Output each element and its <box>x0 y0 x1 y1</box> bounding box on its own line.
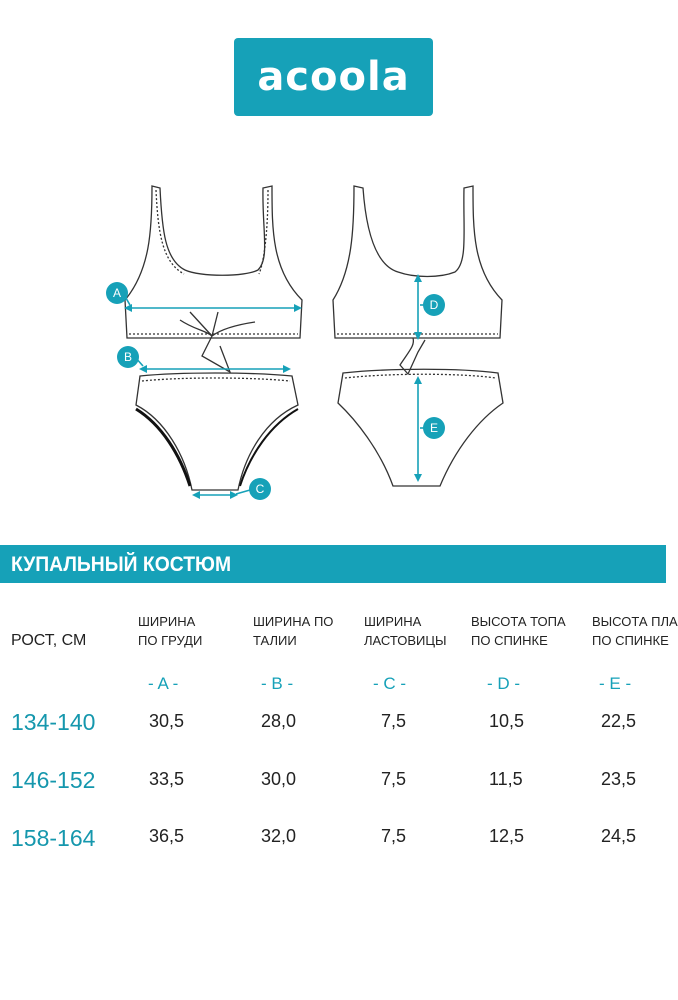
table-cell: 11,5 <box>489 769 523 789</box>
column-letter-a: - A - <box>148 674 179 693</box>
column-header-line2: ПО СПИНКЕ <box>592 633 669 648</box>
size-header: РОСТ, СМ <box>11 632 87 649</box>
column-header-c <box>364 612 446 650</box>
column-header-d <box>471 612 566 650</box>
column-header-line2: ЛАСТОВИЦЫ <box>364 633 447 648</box>
column-letter-c: - C - <box>373 674 407 693</box>
table-cell: 7,5 <box>381 769 407 789</box>
badge-e-label: E <box>429 421 439 435</box>
front-bottom <box>136 373 298 490</box>
brand-logo <box>234 38 433 116</box>
table-cell: 12,5 <box>489 826 525 846</box>
column-header-line1: ШИРИНА ПО <box>253 614 334 629</box>
column-header-line1: ШИРИНА <box>138 614 196 629</box>
table-cell: 28,0 <box>261 711 297 731</box>
size-row-2: 146-152 <box>11 767 96 793</box>
column-header-line1: ВЫСОТА ТОПА <box>471 614 566 629</box>
measure-badges <box>106 282 445 500</box>
table-cell: 22,5 <box>601 711 637 731</box>
column-header-b <box>253 612 333 650</box>
swimsuit-sketch <box>0 170 666 510</box>
badge-c-label: C <box>255 482 265 496</box>
badge-a-label: A <box>112 286 122 300</box>
badge-b-label: B <box>123 350 133 364</box>
column-header-line1: ШИРИНА <box>364 614 422 629</box>
column-header-line2: ПО ГРУДИ <box>138 633 203 648</box>
column-header-line1: ВЫСОТА ПЛА <box>592 614 678 629</box>
size-row-1: 134-140 <box>11 709 96 735</box>
table-cell: 7,5 <box>381 826 407 846</box>
title-banner <box>0 545 666 583</box>
column-header-a <box>138 612 202 650</box>
table-cell: 24,5 <box>601 826 637 846</box>
table-cell: 7,5 <box>381 711 407 731</box>
page-title: КУПАЛЬНЫЙ КОСТЮМ <box>11 553 232 576</box>
table-cell: 36,5 <box>149 826 185 846</box>
table-cell: 32,0 <box>261 826 297 846</box>
front-top <box>125 186 302 372</box>
column-letter-b: - B - <box>261 674 294 693</box>
logo-text: acoola <box>257 54 410 100</box>
table-cell: 23,5 <box>601 769 637 789</box>
table-cell: 30,0 <box>261 769 297 789</box>
size-row-3: 158-164 <box>11 825 96 851</box>
column-letter-e: - E - <box>599 674 632 693</box>
table-cell: 30,5 <box>149 711 185 731</box>
column-letter-d: - D - <box>487 674 521 693</box>
badge-d-label: D <box>429 298 439 312</box>
table-cell: 33,5 <box>149 769 185 789</box>
column-header-line2: ТАЛИИ <box>253 633 297 648</box>
column-header-e <box>592 612 678 650</box>
table-cell: 10,5 <box>489 711 525 731</box>
column-header-line2: ПО СПИНКЕ <box>471 633 548 648</box>
